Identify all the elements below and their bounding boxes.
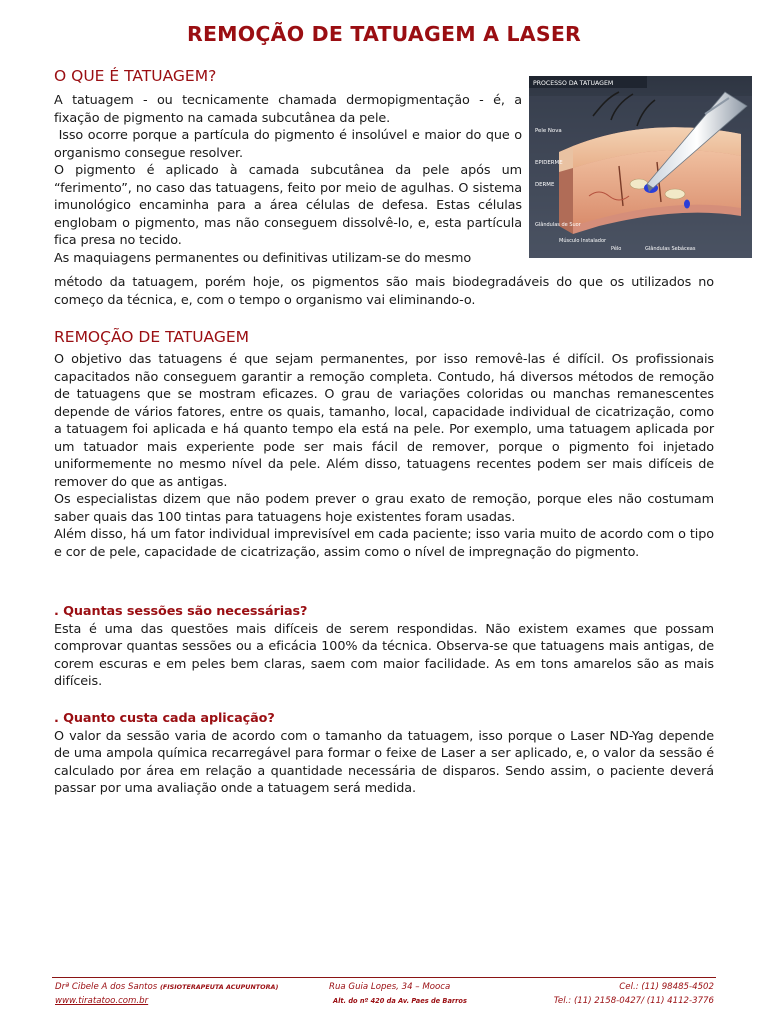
skin-diagram-graphic	[529, 76, 752, 258]
section-heading-what-is-tattoo: O QUE É TATUAGEM?	[54, 67, 217, 85]
footer-cellphone: Cel.: (11) 98485-4502	[619, 982, 714, 992]
paragraph: Além disso, há um fator individual imprevisível em cada paciente; isso varia muito de acordo com o tipo e cor de pele, capacidade de cicatrização, assim como o nível de impregnação do pigmento.	[54, 527, 714, 560]
paragraph: O pigmento é aplicado à camada subcutânea da pele após um “ferimento”, no caso das tatuagens, feito por meio de agulhas. O sistema imunológico encaminha para a área células de defesa. Estas células englobam o pigmento, mas não conseguem dissolvê-lo, e, esta partícula fica presa no tecido.	[54, 163, 522, 248]
paragraph: método da tatuagem, porém hoje, os pigmentos são mais biodegradáveis do que os utilizados no começo da técnica, e, com o tempo o organismo vai eliminando-o.	[54, 275, 714, 308]
footer	[52, 982, 716, 1016]
footer-name	[55, 982, 278, 992]
faq-question	[54, 603, 714, 621]
label-musculo-instalador: Músculo Instalador	[559, 238, 607, 244]
faq-question-text: Quanto custa cada aplicação?	[63, 711, 275, 726]
figure-caption: PROCESSO DA TATUAGEM	[533, 80, 614, 87]
section2-body	[54, 351, 714, 561]
paragraph: Isso ocorre porque a partícula do pigmento é insolúvel e maior do que o organismo consegue resolver.	[54, 128, 526, 161]
bullet-prefix: .	[54, 604, 64, 619]
faq-answer: O valor da sessão varia de acordo com o tamanho da tatuagem, isso porque o Laser ND-Yag depende de uma ampola química recarregável para formar o feixe de Laser a ser aplicado, e, o valor da sessão é calculado por área em relação a quantidade necessária de disparos. Sendo assim, o paciente deverá passar por uma avaliação onde a tatuagem será medida.	[54, 728, 714, 796]
footer-address-reference: Alt. do nº 420 da Av. Paes de Barros	[333, 997, 467, 1005]
paragraph: As maquiagens permanentes ou definitivas utilizam-se do mesmo	[54, 250, 472, 266]
footer-profession: (FISIOTERAPEUTA ACUPUNTORA)	[160, 983, 279, 991]
faq-cost	[54, 710, 714, 798]
faq-answer: Esta é uma das questões mais difíceis de serem respondidas. Não existem exames que possam comprovar quantas sessões ou a eficácia 100% da técnica. Observa-se que tatuagens mais antigas, de corem escuras e em peles bem claras, saem com maior facilidade. As em tons amarelos são as mais difíceis.	[54, 621, 714, 689]
label-glandulas-suor: Glândulas de Suor	[535, 222, 581, 228]
section1-intro	[54, 92, 526, 267]
footer-telephone: Tel.: (11) 2158-0427/ (11) 4112-3776	[553, 996, 714, 1006]
footer-name-text: Drª Cibele A dos Santos	[55, 982, 161, 992]
paragraph: O objetivo das tatuagens é que sejam permanentes, por isso removê-las é difícil. Os profissionais capacitados não conseguem garantir a remoção completa. Contudo, há diversos métodos de remoção de tatuagens que se mostram eficazes. O grau de variações coloridas ou manchas remanescentes depende de vários fatores, entre os quais, tamanho, local, capacidade individual de cicatrização, como a tatuagem foi aplicada e há quanto tempo ela está na pele. Por exemplo, uma tatuagem aplicada por um tatuador mais experiente pode ser mais fácil de remover, porque o pigmento foi injetado uniformemente no mesmo nível da pele. Além disso, tatuagens recentes podem ser mais difíceis de remover do que as antigas.	[54, 352, 714, 490]
tattoo-process-illustration	[529, 76, 752, 258]
footer-address: Rua Guia Lopes, 34 – Mooca	[329, 982, 451, 992]
label-epiderme: EPIDERME	[535, 160, 563, 166]
label-pelo: Pêlo	[611, 246, 622, 252]
faq-question	[54, 710, 714, 728]
label-glandulas-sebaceas: Glândulas Sebáceas	[645, 246, 696, 252]
faq-sessions	[54, 603, 714, 691]
page-title: REMOÇÃO DE TATUAGEM A LASER	[186, 22, 582, 46]
footer-divider	[52, 977, 716, 978]
footer-website-link[interactable]: www.tiratatoo.com.br	[55, 996, 149, 1006]
section-heading-removal: REMOÇÃO DE TATUAGEM	[54, 328, 250, 346]
bullet-prefix: .	[54, 711, 64, 726]
label-pele-nova: Pele Nova	[535, 128, 562, 134]
faq-question-text: Quantas sessões são necessárias?	[63, 604, 308, 619]
section1-continuation	[54, 274, 714, 309]
paragraph: A tatuagem - ou tecnicamente chamada dermopigmentação - é, a fixação de pigmento na camada subcutânea da pele.	[54, 93, 522, 126]
paragraph: Os especialistas dizem que não podem prever o grau exato de remoção, porque eles não costumam saber quais das 100 tintas para tatuagens hoje existentes foram usadas.	[54, 492, 714, 525]
label-derme: DERME	[535, 182, 555, 188]
